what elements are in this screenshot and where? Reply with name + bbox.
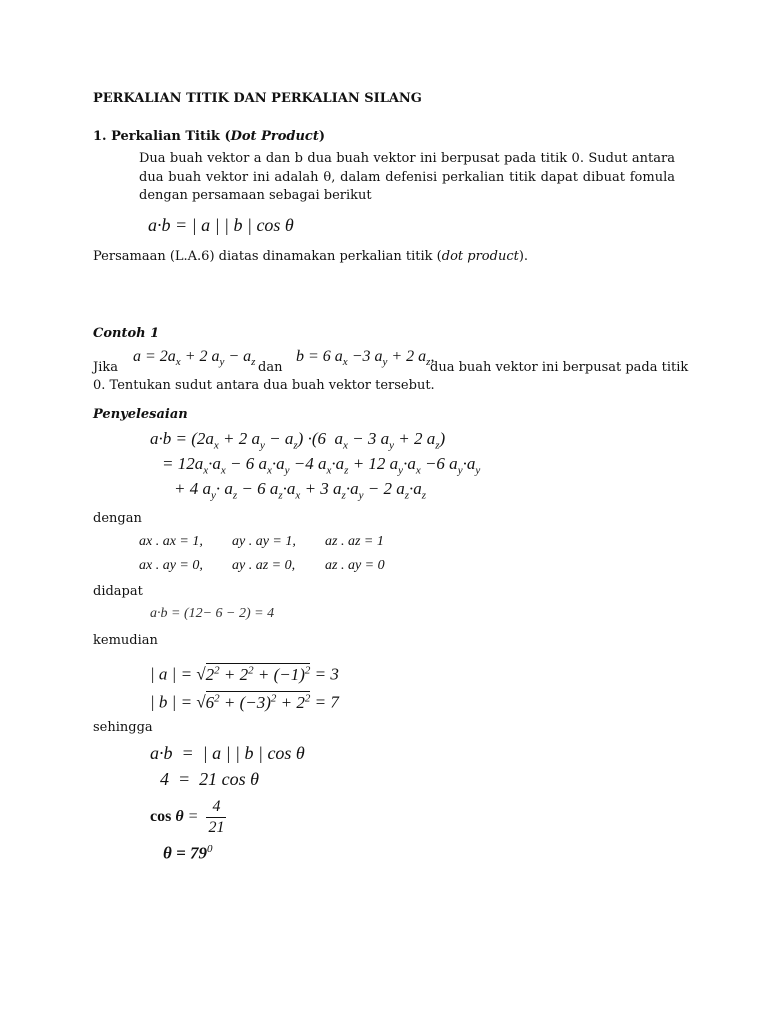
section-heading (93, 127, 325, 146)
example-heading: Contoh 1 (93, 326, 160, 341)
example-line2: 0. Tentukan sudut antara dua buah vektor tersebut. (93, 378, 435, 393)
solution-step-2: = $12a_x\cdot a_x - 6$ $a_x\cdot a_y -4$ $a_x\cdot a_z + 12$ $a_y\cdot a_x -6$ $a_y\cdot a_y$ (162, 454, 481, 477)
equation-note (93, 247, 528, 266)
equation-note-prefix: Persamaan (L.A.6) diatas dinamakan perkalian titik ( (93, 249, 442, 264)
section-heading-prefix: 1. Perkalian Titik ( (93, 129, 231, 144)
intro-paragraph (93, 150, 675, 206)
final-equation-1: a·b = | a | | b | cos θ (150, 743, 305, 763)
example-vector-b: b = 6 $a_x -3$ $a_y + 2$ $a_z$, (296, 348, 435, 369)
solution-heading: Penyelesaian (93, 407, 188, 422)
fraction-numerator: 4 (206, 797, 226, 818)
solution-step-3: + 4 $a_y\cdot a_z - 6$ $a_z\cdot a_x + 3$ $a_z\cdot a_y - 2$ $a_z\cdot a_z$ (174, 479, 427, 502)
final-theta: $\theta = 79^0$ (163, 843, 213, 863)
intro-paragraph-text: Dua buah vektor a dan b dua buah vektor ini berpusat pada titik 0. Sudut antara dua buah vektor ini adalah θ, dalam defenisi perkalian titik dapat dibuat fomula dengan persamaan sebagai berikut (139, 151, 675, 203)
unit-product-az-az: az . az = 1 (325, 534, 384, 549)
fraction-denominator: 21 (208, 819, 225, 836)
unit-product-az-ay: az . ay = 0 (325, 558, 385, 573)
fraction (206, 797, 226, 838)
magnitude-b: | b | = $√6^2 + (-3)^2 + 2^2 = 7$ (150, 692, 339, 712)
example-jika: Jika (93, 360, 118, 375)
final-theta-value: θ = 79 (163, 843, 208, 863)
document-title: PERKALIAN TITIK DAN PERKALIAN SILANG (93, 91, 422, 106)
example-dan: dan (258, 360, 283, 375)
formula-dot-product: a·b = | a | | b | cos θ (148, 215, 294, 235)
section-heading-italic: Dot Product (230, 129, 319, 144)
vector-b-def: b = 6 a (296, 348, 343, 365)
unit-product-ax-ax: ax . ax = 1, (139, 534, 203, 549)
example-tail: dua buah vektor ini berpusat pada titik (430, 360, 689, 375)
label-sehingga: sehingga (93, 720, 153, 735)
solution-step-1: $a\cdot b = (2a_x + 2$ $a_y - a_z) \cdot(6$ $a_x - 3$ $a_y + 2$ $a_z$) (150, 429, 446, 452)
label-kemudian: kemudian (93, 633, 158, 648)
equation-note-suffix: ). (518, 249, 529, 264)
vector-a-def: a = 2a (133, 348, 176, 365)
unit-product-ay-az: ay . az = 0, (232, 558, 296, 573)
final-equation-2: 4 = 21 cos θ (160, 769, 259, 789)
example-vector-a: $a = 2a_x + 2$ $a_y - a_z$ (133, 348, 256, 369)
section-heading-suffix: ) (318, 129, 325, 144)
unit-product-ax-ay: ax . ay = 0, (139, 558, 203, 573)
magnitude-a-result: = 3 (314, 664, 339, 684)
magnitude-a: | a | = $√2^2 + 2^2 + (-1)^2 = 3$ (150, 664, 339, 684)
final-cos-fraction: cos θ = $\frac{4}{21}$ (150, 798, 225, 836)
label-dengan: dengan (93, 511, 142, 526)
unit-product-ay-ay: ay . ay = 1, (232, 534, 296, 549)
label-didapat: didapat (93, 584, 143, 599)
magnitude-b-result: = 7 (314, 692, 339, 712)
equation-note-italic: dot product (441, 249, 519, 264)
result-dot-product: a·b = (12− 6 − 2) = 4 (150, 606, 275, 621)
